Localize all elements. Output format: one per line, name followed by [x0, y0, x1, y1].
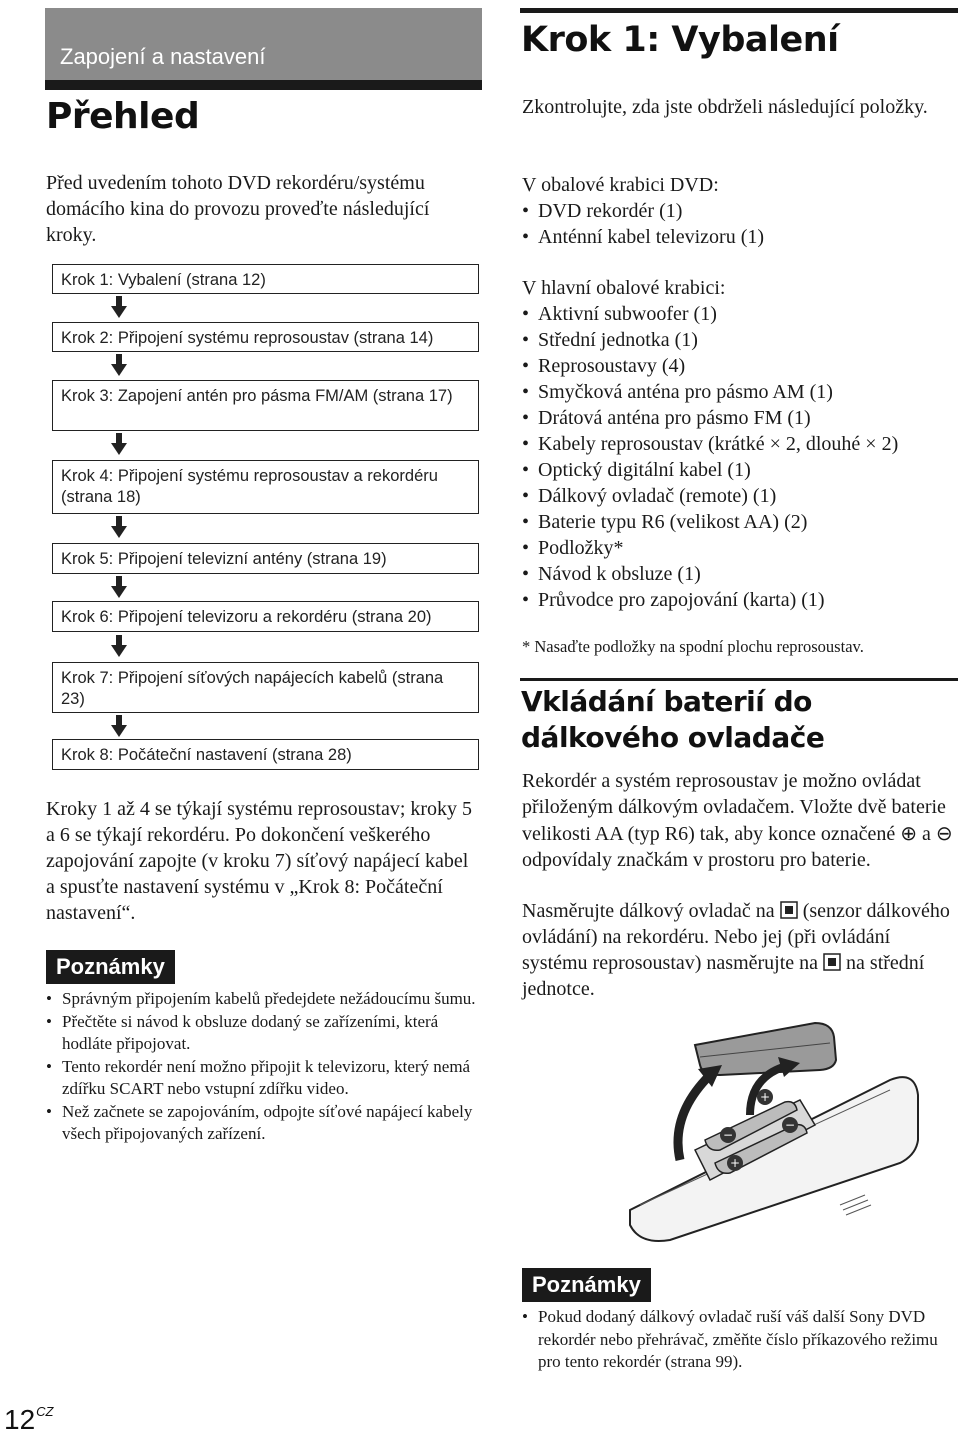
note-item: • Správným připojením kabelů předejdete nežádoucímu šumu.: [46, 988, 482, 1011]
main-box-label: V hlavní obalové krabici:: [522, 277, 726, 299]
step1-intro: Zkontrolujte, zda jste obdrželi následující položky.: [522, 96, 928, 118]
list-item: • Střední jednotka (1): [522, 327, 952, 353]
battery-paragraph-1: [522, 768, 958, 873]
arrow-down-icon: [111, 296, 127, 318]
page-number: [4, 1404, 54, 1436]
battery-text-part: Rekordér a systém reprosoustav je možno ovládat přiloženým dálkovým ovladačem. Vložte dvě baterie velikosti AA (typ R6) tak, aby konce označené: [522, 770, 946, 845]
note-item: • Přečtěte si návod k obsluze dodaný se zařízeními, která hodláte připojovat.: [46, 1011, 482, 1056]
arrow-down-icon: [111, 635, 127, 657]
battery-text-part: na střední jednotce.: [522, 952, 925, 1000]
step-box-4: Krok 4: Připojení systému reprosoustav a rekordéru (strana 18): [52, 460, 479, 514]
intro-paragraph: Před uvedením tohoto DVD rekordéru/systému domácího kina do provozu proveďte následující kroky.: [46, 172, 430, 246]
list-item: • Smyčková anténa pro pásmo AM (1): [522, 379, 952, 405]
step1-title: Krok 1: Vybalení: [521, 20, 839, 60]
svg-text:−: −: [722, 1128, 734, 1142]
main-box-section: [522, 275, 952, 613]
list-item: • DVD rekordér (1): [522, 198, 942, 224]
page-number-value: 12: [4, 1404, 36, 1435]
list-item: • Optický digitální kabel (1): [522, 457, 952, 483]
step-box-6: Krok 6: Připojení televizoru a rekordéru (strana 20): [52, 601, 479, 632]
list-item: • Kabely reprosoustav (krátké × 2, dlouhé × 2): [522, 431, 952, 457]
svg-text:−: −: [784, 1118, 796, 1132]
remote-sensor-icon: [780, 901, 798, 919]
arrow-down-icon: [111, 516, 127, 538]
footnote: * Nasaďte podložky na spodní plochu reprosoustav.: [522, 637, 864, 656]
arrow-down-icon: [111, 433, 127, 455]
page-title: Přehled: [46, 96, 200, 137]
battery-text-part: Nasměrujte dálkový ovladač na: [522, 900, 780, 922]
dvd-box-label: V obalové krabici DVD:: [522, 174, 719, 196]
arrow-down-icon: [111, 354, 127, 376]
step-box-1: Krok 1: Vybalení (strana 12): [52, 264, 479, 294]
step-box-3: Krok 3: Zapojení antén pro pásma FM/AM (strana 17): [52, 380, 479, 431]
main-box-list: [522, 301, 952, 613]
step-box-2: Krok 2: Připojení systému reprosoustav (strana 14): [52, 322, 479, 352]
title-rule: [520, 8, 958, 13]
summary-paragraph: Kroky 1 až 4 se týkají systému reprosoustav; kroky 5 a 6 se týkají rekordéru. Po dokončení veškerého zapojování zapojte (v kroku 7) síťový napájecí kabel a spusťte nastavení systému v „Krok 8: Počáteční nastavení“.: [46, 798, 473, 924]
notes-list-right: [522, 1306, 942, 1374]
arrow-down-icon: [111, 715, 127, 737]
list-item: • Dálkový ovladač (remote) (1): [522, 483, 952, 509]
list-item: • Reprosoustavy (4): [522, 353, 952, 379]
list-item: • Baterie typu R6 (velikost AA) (2): [522, 509, 952, 535]
step-box-5: Krok 5: Připojení televizní antény (strana 19): [52, 543, 479, 574]
battery-heading: Vkládání baterií do dálkového ovladače: [521, 685, 825, 754]
svg-text:+: +: [729, 1156, 741, 1170]
remote-battery-illustration: [600, 1005, 920, 1245]
list-item: • Průvodce pro zapojování (karta) (1): [522, 587, 952, 613]
notes-heading: Poznámky: [46, 950, 175, 984]
page-language-code: CZ: [36, 1404, 54, 1419]
list-item: • Anténní kabel televizoru (1): [522, 224, 942, 250]
minus-circle-icon: ⊖: [935, 821, 953, 845]
plus-circle-icon: ⊕: [900, 821, 917, 845]
battery-text-part: (senzor dálkového ovládání) na rekordéru. Nebo jej (při ovládání systému reprosoustav) nasměrujte na: [522, 900, 950, 974]
remote-sensor-icon: [823, 953, 841, 971]
svg-text:+: +: [759, 1090, 771, 1104]
dvd-box-list: [522, 198, 942, 250]
battery-paragraph-2: [522, 898, 958, 1002]
note-item: • Pokud dodaný dálkový ovladač ruší váš další Sony DVD rekordér nebo přehrávač, změňte číslo příkazového režimu pro tento rekordér (strana 99).: [522, 1306, 942, 1374]
list-item: • Drátová anténa pro pásmo FM (1): [522, 405, 952, 431]
dvd-box-section: [522, 172, 942, 250]
list-item: • Podložky*: [522, 535, 952, 561]
list-item: • Aktivní subwoofer (1): [522, 301, 952, 327]
battery-text-part: odpovídaly značkám v prostoru pro baterie.: [522, 849, 871, 871]
section-rule: [520, 678, 958, 681]
battery-text-part: a: [917, 823, 936, 845]
arrow-down-icon: [111, 576, 127, 598]
notes-list: [46, 988, 482, 1146]
section-header-rule: [45, 80, 482, 90]
note-item: • Než začnete se zapojováním, odpojte síťové napájecí kabely všech připojovaných zařízení.: [46, 1101, 482, 1146]
step-box-7: Krok 7: Připojení síťových napájecích kabelů (strana 23): [52, 662, 479, 713]
note-item: • Tento rekordér není možno připojit k televizoru, který nemá zdířku SCART nebo vstupní zdířku video.: [46, 1056, 482, 1101]
notes-heading-right: Poznámky: [522, 1268, 651, 1302]
step-box-8: Krok 8: Počáteční nastavení (strana 28): [52, 739, 479, 770]
list-item: • Návod k obsluze (1): [522, 561, 952, 587]
section-label: Zapojení a nastavení: [60, 44, 266, 69]
